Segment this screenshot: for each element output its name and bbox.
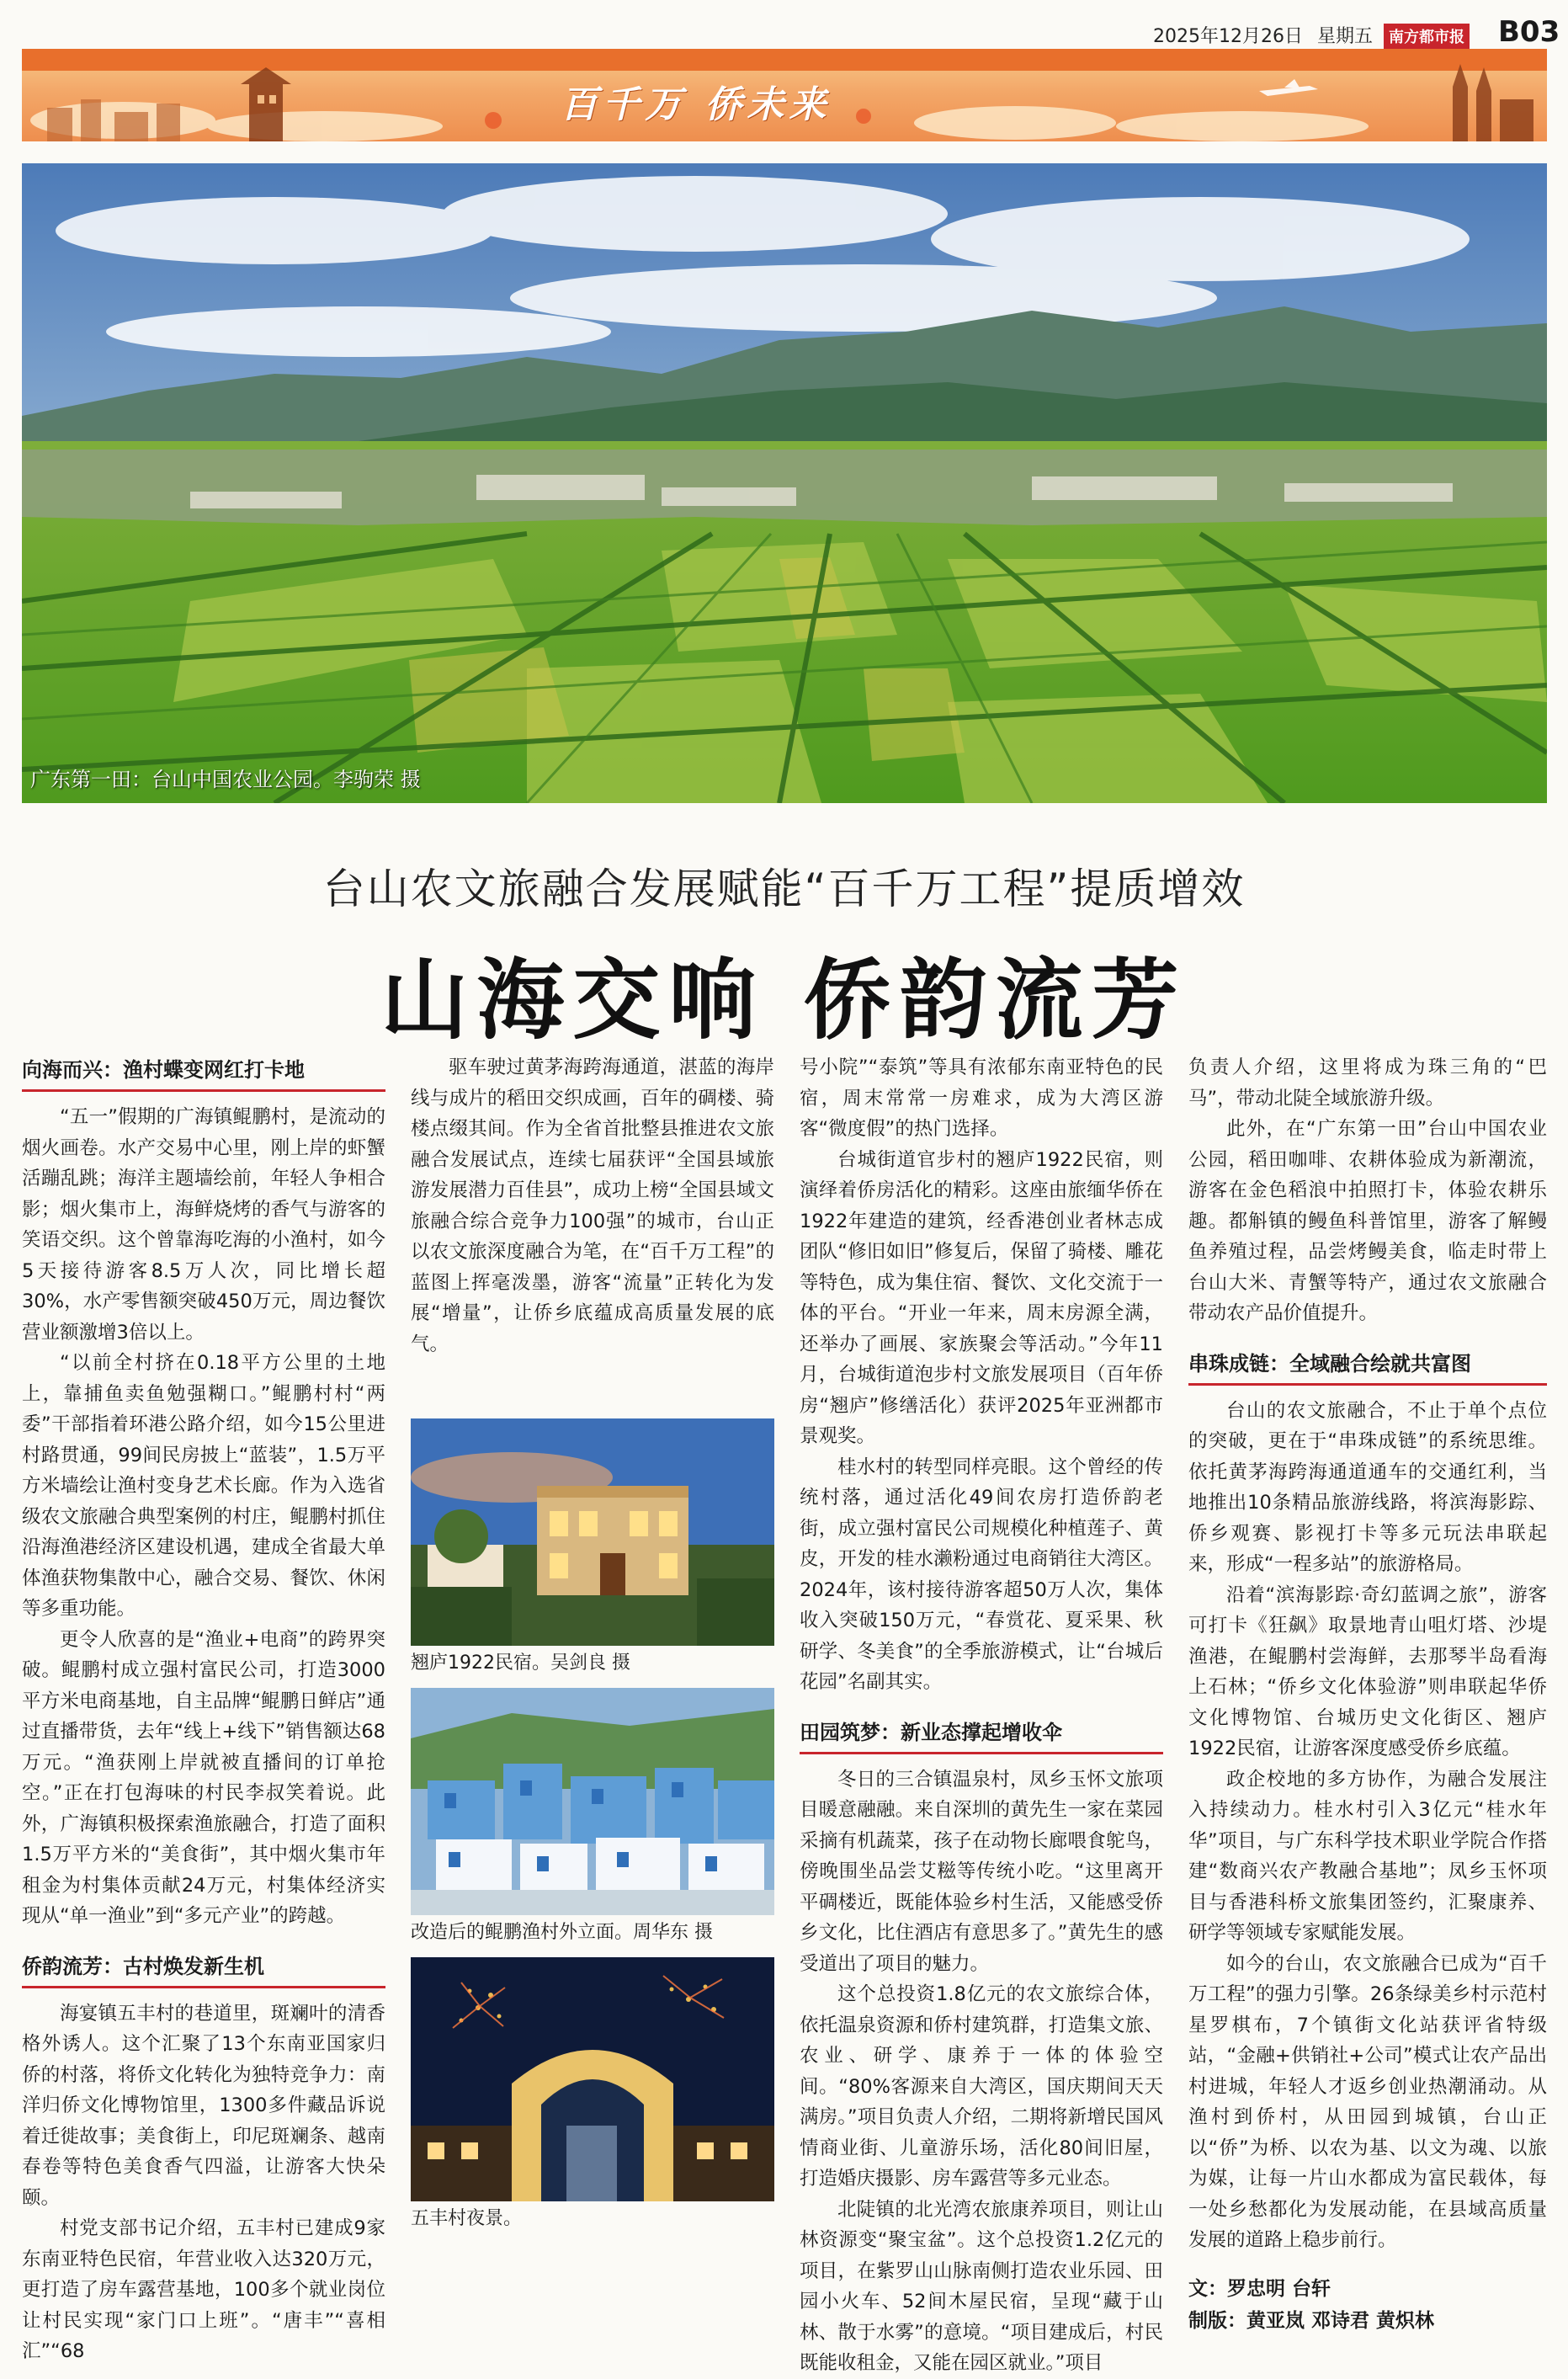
section-title-4: 串珠成链：全域融合绘就共富图 (1188, 1346, 1547, 1386)
paragraph: 台山的农文旅融合，不止于单个点位的突破，更在于“串珠成链”的系统思维。依托黄茅海跨海通道通车的交通红利，当地推出10条精品旅游线路，将滨海影踪、侨乡观赛、影视打卡等多元玩法串联起来，形成“一程多站”的旅游格局。 (1188, 1399, 1547, 1575)
photo-caption: 五丰村夜景。 (411, 2208, 523, 2229)
issue-date: 2025年12月26日 (1153, 26, 1303, 47)
hero-photo (22, 163, 1547, 803)
section-title-3: 田园筑梦：新业态撑起增收伞 (800, 1715, 1163, 1754)
paragraph: 如今的台山，农文旅融合已成为“百千万工程”的强力引擎。26条绿美乡村示范村星罗棋布，7个镇街文化站获评省特级站，“金融+供销社+公司”模式让农产品出村进城，年轻人才返乡创业热潮涌动。从渔村到侨村，从田园到城镇，台山正以“侨”为桥、以农为基、以文为魂、以旅为媒，让每一片山水都成为富民载体，每一处乡愁都化为发展动能，在县域高质量发展的道路上稳步前行。 (1188, 1952, 1547, 2251)
photo-kunpeng (411, 1688, 774, 1945)
paragraph: 村党支部书记介绍，五丰村已建成9家东南亚特色民宿，年营业收入达320万元，更打造了房车露营基地，100多个就业岗位让村民实现“家门口上班”。“唐丰”“喜相汇”“68 (22, 2217, 385, 2362)
hero-caption: 广东第一田：台山中国农业公园。李驹荣 摄 (30, 768, 421, 791)
issue-weekday: 星期五 (1316, 26, 1373, 47)
paragraph: 台城街道官步村的翘庐1922民宿，则演绎着侨房活化的精彩。这座由旅缅华侨在1922年建造的建筑，经香港创业者林志成团队“修旧如旧”修复后，保留了骑楼、雕花等特色，成为集住宿、餐饮、文化交流于一体的平台。“开业一年来，周末房源全满，还举办了画展、家族聚会等活动。”今年11月，台城街道泡步村文旅发展项目（百年侨房“翘庐”修缮活化）获评2025年亚洲都市景观奖。 (800, 1148, 1163, 1447)
paragraph: 这个总投资1.8亿元的农文旅综合体，依托温泉资源和侨村建筑群，打造集文旅、农业、研学、康养于一体的体验空间。“80%客源来自大湾区，国庆期间天天满房。”项目负责人介绍，二期将新增民国风情商业街、儿童游乐场，活化80间旧屋，打造婚庆摄影、房车露营等多元业态。 (800, 1983, 1163, 2190)
paragraph: 海宴镇五丰村的巷道里，斑斓叶的清香格外诱人。这个汇聚了13个东南亚国家归侨的村落，将侨文化转化为独特竞争力：南洋归侨文化博物馆里，1300多件藏品诉说着迁徙故事；美食街上，印尼斑斓条、越南春卷等特色美食香气四溢，让游客大快朵颐。 (22, 2002, 385, 2209)
paragraph: 此外，在“广东第一田”台山中国农业公园，稻田咖啡、农耕体验成为新潮流，游客在金色稻浪中拍照打卡，体验农耕乐趣。都斛镇的鳗鱼科普馆里，游客了解鳗鱼养殖过程，品尝烤鳗美食，临走时带上台山大米、青蟹等特产，通过农文旅融合带动农产品价值提升。 (1188, 1118, 1547, 1324)
photo-caption: 改造后的鲲鹏渔村外立面。周华东 摄 (411, 1922, 713, 1943)
page-number: B03 (1498, 15, 1560, 49)
paragraph: 政企校地的多方协作，为融合发展注入持续动力。桂水村引入3亿元“桂水年华”项目，与广东科学技术职业学院合作搭建“数商兴农产教融合基地”；凤乡玉怀项目与香港科桥文旅集团签约，汇聚康养、研学等领域专家赋能发展。 (1188, 1768, 1547, 1944)
paragraph: “以前全村挤在0.18平方公里的土地上，靠捕鱼卖鱼勉强糊口。”鲲鹏村村“两委”干部指着环港公路介绍，如今15公里进村路贯通，99间民房披上“蓝装”，1.5万平方米墙绘让渔村变身艺术长廊。作为入选省级农文旅融合典型案例的村庄，鲲鹏村抓住沿海渔港经济区建设机遇，建成全省最大单体渔获物集散中心，融合交易、餐饮、休闲等多重功能。 (22, 1352, 385, 1620)
photo-qiaolu (411, 1418, 774, 1676)
article-credits (1188, 2273, 1547, 2337)
paragraph: 北陡镇的北光湾农旅康养项目，则让山林资源变“聚宝盆”。这个总投资1.2亿元的项目，在紫罗山山脉南侧打造农业乐园、田园小火车、52间木屋民宿，呈现“藏于山林、散于水雾”的意境。“项目建成后，村民既能收租金，又能在园区就业。”项目 (800, 2198, 1163, 2374)
column-4 (1188, 1052, 1547, 2337)
paragraph: 负责人介绍，这里将成为珠三角的“巴马”，带动北陡全域旅游升级。 (1188, 1056, 1547, 1110)
photo-wufeng-night (411, 1957, 774, 2232)
section-title-1: 向海而兴：渔村蝶变网红打卡地 (22, 1052, 385, 1092)
newspaper-logo: 南方都市报 (1384, 24, 1470, 49)
paragraph: 冬日的三合镇温泉村，凤乡玉怀文旅项目暖意融融。来自深圳的黄先生一家在菜园采摘有机蔬菜，孩子在动物长廊喂食鸵鸟，傍晚围坐品尝艾糍等传统小吃。“这里离开平碉楼近，既能体验乡村生活，又能感受侨乡文化，比住酒店有意思多了。”黄先生的感受道出了项目的魅力。 (800, 1768, 1163, 1975)
paragraph: 号小院”“泰筑”等具有浓郁东南亚特色的民宿，周末常常一房难求，成为大湾区游客“微度假”的热门选择。 (800, 1056, 1163, 1140)
section-title-2: 侨韵流芳：古村焕发新生机 (22, 1949, 385, 1988)
column-2 (411, 1052, 774, 2232)
paragraph: 更令人欣喜的是“渔业+电商”的跨界突破。鲲鹏村成立强村富民公司，打造3000平方米电商基地，自主品牌“鲲鹏日鲜店”通过直播带货，去年“线上+线下”销售额达68万元。“渔获刚上岸就被直播间的订单抢空。”正在打包海味的村民李叔笑着说。此外，广海镇积极探索渔旅融合，打造了面积1.5万平方米的“美食街”，其中烟火集市年租金为村集体贡献24万元，村集体经济实现从“单一渔业”到“多元产业”的跨越。 (22, 1628, 385, 1927)
column-3 (800, 1052, 1163, 2379)
editor-line: 制版：黄亚岚 邓诗君 黄炽林 (1188, 2309, 1435, 2332)
author-line: 文：罗忠明 台轩 (1188, 2277, 1331, 2300)
column-1 (22, 1052, 385, 2367)
date-line (1153, 22, 1475, 49)
banner-slogan: 百千万 侨未来 (561, 83, 832, 126)
paragraph: 沿着“滨海影踪·奇幻蓝调之旅”，游客可打卡《狂飙》取景地青山咀灯塔、沙堤渔港，在鲲鹏村尝海鲜，去那琴半岛看海上石林；“侨乡文化体验游”则串联起华侨文化博物馆、台城历史文化街区、翘庐1922民宿，让游客深度感受侨乡底蕴。 (1188, 1583, 1547, 1759)
section-banner (22, 49, 1547, 141)
article-subtitle: 台山农文旅融合发展赋能“百千万工程”提质增效 (322, 865, 1246, 913)
paragraph: 桂水村的转型同样亮眼。这个曾经的传统村落，通过活化49间农房打造侨韵老街，成立强村富民公司规模化种植莲子、黄皮，开发的桂水濑粉通过电商销往大湾区。2024年，该村接待游客超50万人次，集体收入突破150万元，“春赏花、夏采果、秋研学、冬美食”的全季旅游模式，让“台城后花园”名副其实。 (800, 1456, 1163, 1693)
article-headline: 山海交响 侨韵流芳 (380, 948, 1188, 1051)
photo-caption: 翘庐1922民宿。吴剑良 摄 (411, 1653, 630, 1674)
paragraph: “五一”假期的广海镇鲲鹏村，是流动的烟火画卷。水产交易中心里，刚上岸的虾蟹活蹦乱跳；海洋主题墙绘前，年轻人争相合影；烟火集市上，海鲜烧烤的香气与游客的笑语交织。这个曾靠海吃海的小渔村，如今5天接待游客8.5万人次，同比增长超30%，水产零售额突破450万元，周边餐饮营业额激增3倍以上。 (22, 1106, 385, 1344)
paragraph: 驱车驶过黄茅海跨海通道，湛蓝的海岸线与成片的稻田交织成画，百年的碉楼、骑楼点缀其间。作为全省首批整县推进农文旅融合发展试点，连续七届获评“全国县域旅游发展潜力百佳县”，成功上榜“全国县域文旅融合综合竞争力100强”的城市，台山正以农文旅深度融合为笔，在“百千万工程”的蓝图上挥毫泼墨，游客“流量”正转化为发展“增量”，让侨乡底蕴成高质量发展的底气。 (411, 1056, 774, 1355)
